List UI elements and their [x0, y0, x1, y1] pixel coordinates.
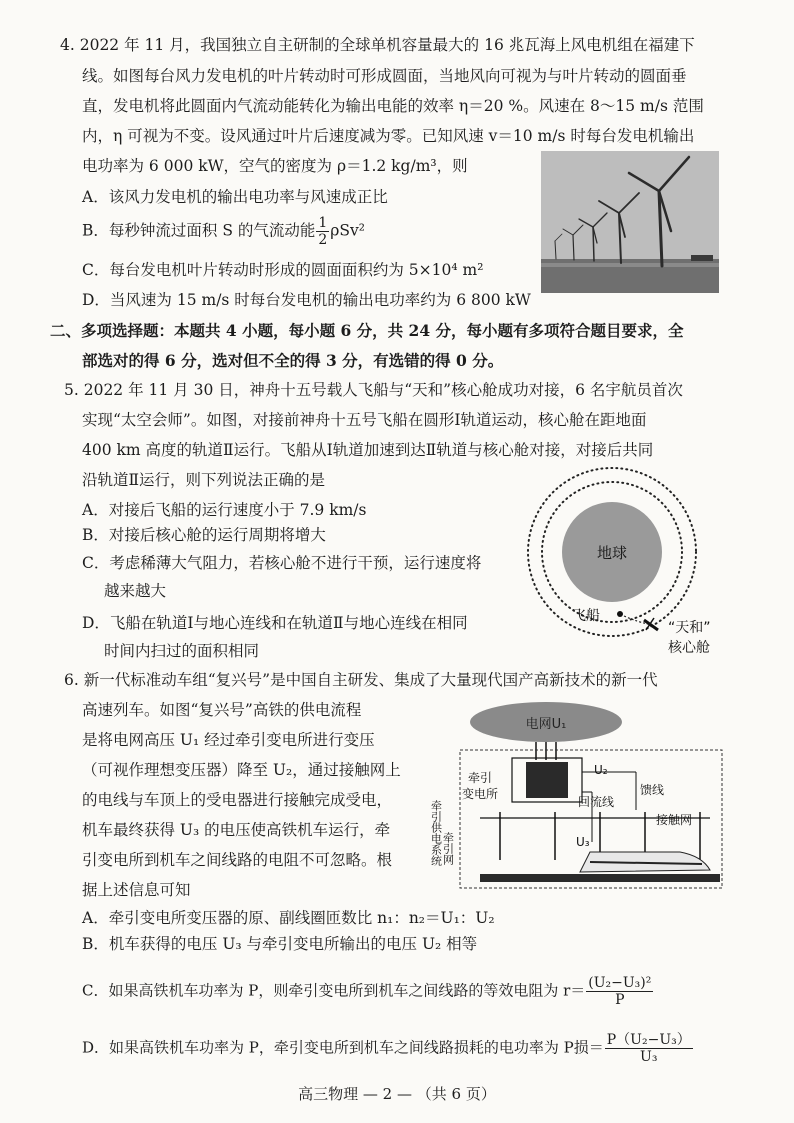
q4-line-5: 电功率为 6 000 kW，空气的密度为 ρ＝1.2 kg/m³，则	[82, 157, 468, 175]
q5-option-c-line-2: 越来越大	[104, 582, 167, 600]
q4-option-b-suffix: ρSv²	[330, 221, 365, 240]
fraction-denominator: 2	[318, 232, 328, 248]
q6-line-1: 6. 新一代标准动车组“复兴号”是中国自主研发、集成了大量现代国产高新技术的新一代	[64, 671, 658, 689]
q6-option-d-text: D．如果高铁机车功率为 P，牵引变电所到机车之间线路损耗的电功率为 P损＝	[82, 1038, 604, 1057]
section-2-header-line-2: 部选对的得 6 分，选对但不全的得 3 分，有选错的得 0 分。	[82, 351, 504, 370]
fraction-denominator: U₃	[640, 1049, 658, 1065]
u2-label: U₂	[594, 763, 608, 777]
q4-line-2: 线。如图每台风力发电机的叶片转动时可形成圆面，当地风向可视为与叶片转动的圆面垂	[82, 67, 687, 85]
q6-line-7: 引变电所到机车之间线路的电阻不可忽略。根	[82, 851, 393, 869]
side-label-1: 牵引网	[441, 832, 455, 865]
q4-option-c: C．每台发电机叶片转动时形成的圆面面积约为 5×10⁴ m²	[82, 261, 484, 279]
orbit-diagram	[520, 472, 730, 662]
q6-option-b: B．机车获得的电压 U₃ 与牵引变电所输出的电压 U₂ 相等	[82, 935, 478, 953]
power-supply-diagram	[429, 700, 730, 892]
fraction-numerator: 1	[318, 215, 328, 231]
q5-option-c-line-1: C．考虑稀薄大气阻力，若核心舱不进行干预，运行速度将	[82, 554, 482, 572]
q6-line-4: （可视作理想变压器）降至 U₂，通过接触网上	[82, 761, 401, 779]
q5-line-3: 400 km 高度的轨道Ⅱ运行。飞船从Ⅰ轨道加速到达Ⅱ轨道与核心舱对接，对接后共同	[82, 441, 654, 459]
ship-label: 飞船	[572, 608, 600, 624]
return-line-label: 回流线	[578, 795, 615, 809]
q6-line-5: 的电线与车顶上的受电器进行接触完成受电，	[82, 791, 393, 809]
q5-line-2: 实现“太空会师”。如图，对接前神舟十五号飞船在圆形Ⅰ轨道运动，核心舱在距地面	[82, 411, 647, 429]
q4-option-a: A．该风力发电机的输出电功率与风速成正比	[82, 188, 388, 206]
q6-line-8: 据上述信息可知	[82, 881, 191, 899]
q4-line-4: 内，η 可视为不变。设风通过叶片后速度减为零。已知风速 v＝10 m/s 时每台发电机输出	[82, 127, 695, 145]
q6-option-d	[82, 1032, 694, 1065]
half-fraction	[316, 215, 329, 248]
q5-option-d-line-1: D．飞船在轨道Ⅰ与地心连线和在轨道Ⅱ与地心连线在相同	[82, 614, 468, 632]
side-label-2: 牵引供电系统	[429, 800, 443, 866]
q4-option-d: D．当风速为 15 m/s 时每台发电机的输出电功率约为 6 800 kW	[82, 291, 531, 309]
track	[480, 874, 720, 882]
page-footer: 高三物理 — 2 — （共 6 页）	[298, 1085, 496, 1103]
q5-option-b: B．对接后核心舱的运行周期将增大	[82, 526, 326, 544]
resistance-fraction	[586, 975, 653, 1008]
transformer-block	[526, 762, 568, 798]
q4-line-3: 直，发电机将此圆面内气流动能转化为输出电能的效率 η＝20 %。风速在 8～15 m/s 范围	[82, 97, 704, 115]
grid-label: 电网U₁	[525, 717, 567, 732]
contact-net-label: 接触网	[656, 813, 693, 827]
q4-option-b	[82, 215, 365, 248]
q6-line-2: 高速列车。如图“复兴号”高铁的供电流程	[82, 701, 362, 719]
q6-option-c-text: C．如果高铁机车功率为 P，则牵引变电所到机车之间线路的等效电阻为 r＝	[82, 981, 586, 1000]
u3-label: U₃	[576, 835, 590, 849]
station-label-1: “天和”	[668, 620, 711, 636]
q6-line-3: 是将电网高压 U₁ 经过牵引变电所进行变压	[82, 731, 375, 749]
q6-option-c	[82, 975, 654, 1008]
section-2-header-line-1: 二、多项选择题：本题共 4 小题，每小题 6 分，共 24 分，每小题有多项符合题目要求，全	[50, 321, 684, 340]
fraction-numerator: P（U₂−U₃）	[606, 1032, 691, 1048]
substation-label-2: 变电所	[462, 787, 499, 801]
fraction-denominator: P	[615, 992, 625, 1008]
q4-line-1: 4. 2022 年 11 月，我国独立自主研制的全球单机容量最大的 16 兆瓦海上风电机组在福建下	[60, 36, 695, 54]
ship-dot	[617, 611, 623, 617]
station-label-2: 核心舱	[668, 640, 710, 656]
q5-line-4: 沿轨道Ⅱ运行，则下列说法正确的是	[82, 471, 326, 489]
power-loss-fraction	[605, 1032, 693, 1065]
q6-option-a: A．牵引变电所变压器的原、副线圈匝数比 n₁：n₂＝U₁：U₂	[82, 909, 495, 927]
substation-label-1: 牵引	[468, 771, 493, 785]
q5-line-1: 5. 2022 年 11 月 30 日，神舟十五号载人飞船与“天和”核心舱成功对接，6 名宇航员首次	[64, 381, 683, 399]
q5-option-a: A．对接后飞船的运行速度小于 7.9 km/s	[82, 501, 367, 519]
q6-line-6: 机车最终获得 U₃ 的电压使高铁机车运行，牵	[82, 821, 391, 839]
feeder-label: 馈线	[640, 783, 665, 797]
q4-option-b-prefix: B．每秒钟流过面积 S 的气流动能	[82, 221, 316, 240]
fraction-numerator: (U₂−U₃)²	[588, 975, 652, 991]
earth-label: 地球	[596, 544, 628, 562]
q5-option-d-line-2: 时间内扫过的面积相同	[104, 642, 260, 660]
wind-turbine-photo	[541, 151, 719, 293]
